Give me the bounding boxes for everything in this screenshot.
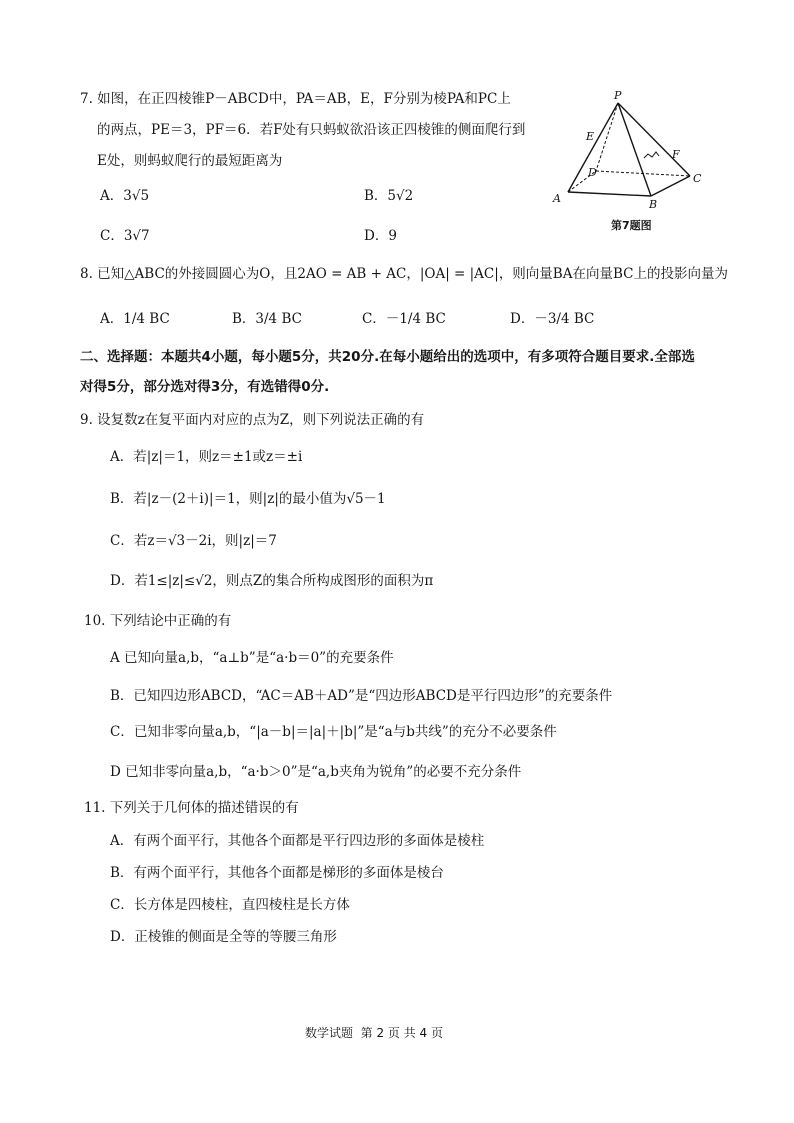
q9-stem: 9. 设复数z在复平面内对应的点为Z，则下列说法正确的有 xyxy=(80,412,425,428)
q8-stem: 8. 已知△ABC的外接圆圆心为O，且2AO = AB + AC，|OA| = |AC|，则向量BA在向量BC上的投影向量为 xyxy=(80,266,728,282)
footer-page-info: 第 2 页 共 4 页 xyxy=(360,1026,443,1040)
edge-pc xyxy=(618,103,690,176)
q11-option-a: A．有两个面平行，其他各个面都是平行四边形的多面体是棱柱 xyxy=(110,833,485,849)
q7-figure-caption: 第7题图 xyxy=(611,219,652,232)
edge-pb xyxy=(618,103,651,196)
q7-pyramid-figure xyxy=(548,88,708,208)
q10-option-b: B．已知四边形ABCD，“AC＝AB＋AD”是“四边形ABCD是平行四边形”的充要条件 xyxy=(110,688,613,704)
q7-line3 xyxy=(97,155,282,169)
q8-option-b: B．3/4 BC xyxy=(232,311,302,327)
q8-stem-prefix: 8. 已知△ABC的外接圆圆心为O，且 xyxy=(80,266,298,282)
q8-option-c: C．－1/4 BC xyxy=(362,311,446,327)
label-c: C xyxy=(693,172,702,185)
q7-line2 xyxy=(97,124,525,138)
edge-bc xyxy=(651,176,690,196)
q7-line2-text: 的两点，PE＝3，PF＝6．若F处有只蚂蚁欲沿该正四棱锥的侧面爬行到 xyxy=(97,122,526,138)
q8-modulus-equation: |OA| = |AC| xyxy=(419,266,499,282)
edge-ab xyxy=(568,192,651,196)
page-footer xyxy=(305,1027,443,1039)
label-e: E xyxy=(586,130,595,143)
q7-line1 xyxy=(80,93,511,107)
q7-option-b: B．5√2 xyxy=(364,188,414,204)
q7-option-d: D．9 xyxy=(364,228,397,244)
label-p: P xyxy=(614,89,622,102)
ant-icon xyxy=(644,152,659,158)
q7-option-c: C．3√7 xyxy=(100,228,150,244)
q8-option-a: A．1/4 BC xyxy=(100,311,170,327)
q10-option-c: C．已知非零向量a,b，“|a－b|＝|a|＋|b|”是“a与b共线”的充分不必要条件 xyxy=(110,724,557,740)
q8-stem-suffix: ，则向量BA在向量BC上的投影向量为 xyxy=(498,266,728,282)
section2-line2: 对得5分，部分选对得3分，有选错得0分. xyxy=(80,379,330,395)
label-f: F xyxy=(672,148,680,161)
q7-line1-text: 7. 如图，在正四棱锥P－ABCD中，PA＝AB，E，F分别为棱PA和PC上 xyxy=(80,91,511,107)
q10-option-a: A 已知向量a,b，“a⊥b”是“a·b＝0”的充要条件 xyxy=(110,650,394,666)
q10-stem: 10. 下列结论中正确的有 xyxy=(84,613,232,629)
q11-option-b: B．有两个面平行，其他各个面都是梯形的多面体是棱台 xyxy=(110,865,444,881)
q9-option-a: A．若|z|＝1，则z＝±1或z＝±i xyxy=(110,449,303,465)
q7-line3-text: E处，则蚂蚁爬行的最短距离为 xyxy=(97,153,283,169)
q8-vector-equation: 2AO = AB + AC xyxy=(297,266,407,282)
q9-option-c: C．若z＝√3－2i，则|z|＝7 xyxy=(110,533,277,549)
label-d: D xyxy=(588,166,597,179)
q9-option-b: B．若|z－(2＋i)|＝1，则|z|的最小值为√5－1 xyxy=(110,491,386,507)
q7-option-a: A．3√5 xyxy=(100,188,150,204)
q9-option-d: D．若1≤|z|≤√2，则点Z的集合所构成图形的面积为π xyxy=(110,573,434,589)
q11-option-d: D．正棱锥的侧面是全等的等腰三角形 xyxy=(110,929,337,945)
label-b: B xyxy=(649,198,658,208)
q10-option-d: D 已知非零向量a,b，“a·b＞0”是“a,b夹角为锐角”的必要不充分条件 xyxy=(110,764,522,780)
section2-line1: 二、选择题：本题共4小题，每小题5分，共20分.在每小题给出的选项中，有多项符合题目要求.全部选 xyxy=(80,349,695,365)
q11-stem: 11. 下列关于几何体的描述错误的有 xyxy=(84,800,299,816)
footer-subject: 数学试题 xyxy=(305,1026,354,1040)
q8-option-d: D．－3/4 BC xyxy=(510,311,595,327)
label-a: A xyxy=(553,192,561,205)
q11-option-c: C．长方体是四棱柱，直四棱柱是长方体 xyxy=(110,897,350,913)
